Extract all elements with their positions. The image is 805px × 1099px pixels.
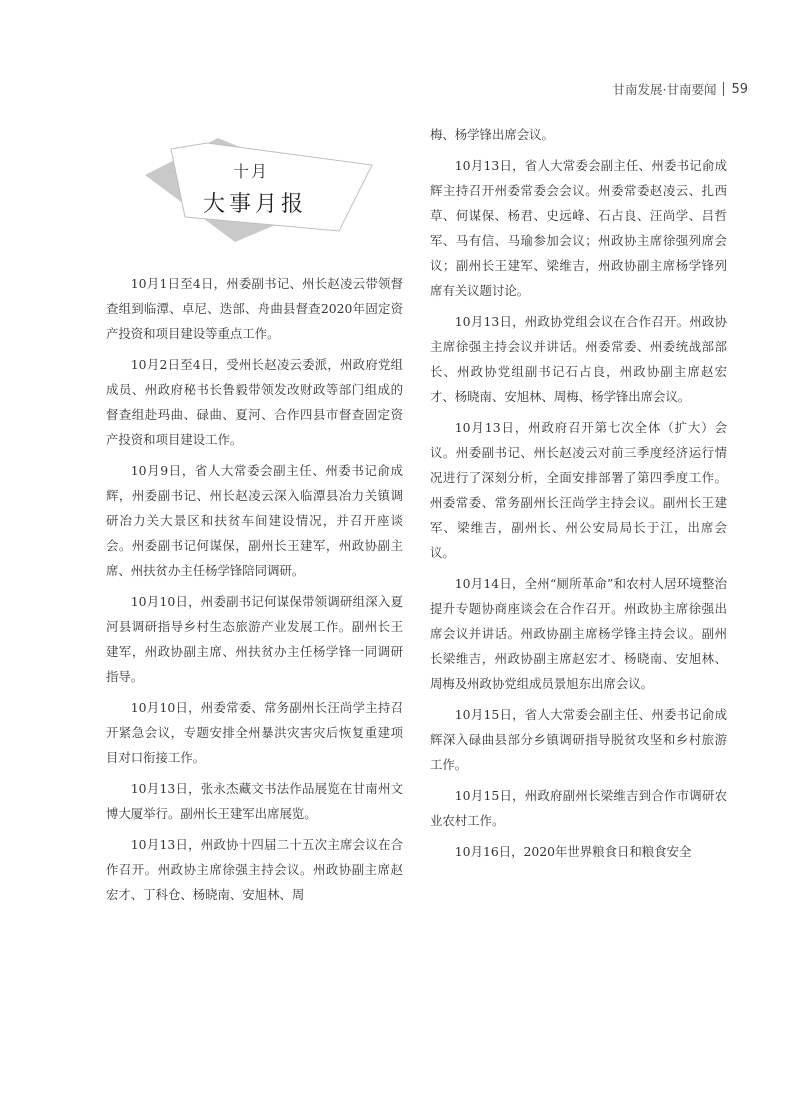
badge-title: 大事月报: [203, 192, 308, 217]
header-divider: [723, 82, 724, 96]
news-paragraph: 10月14日，全州“厕所革命”和农村人居环境整治提升专题协商座谈会在合作召开。州政协主席徐强出席会议并讲话。州政协副主席杨学锋主持会议。副州长梁维吉，州政协副主席赵宏才、杨晓南、安旭林、周梅及州政协党组成员景旭东出席会议。: [430, 576, 727, 691]
news-paragraph: 10月1日至4日，州委副书记、州长赵凌云带领督查组到临潭、卓尼、迭部、舟曲县督查2020年固定资产投资和项目建设等重点工作。: [106, 276, 403, 341]
monthly-report-badge: [133, 135, 383, 250]
news-paragraph: 10月2日至4日，受州长赵凌云委派，州政府党组成员、州政府秘书长鲁毅带领发改财政等部门组成的督查组赴玛曲、碌曲、夏河、合作四县市督查固定资产投资和项目建设工作。: [106, 357, 403, 447]
news-paragraph: 10月13日，省人大常委会副主任、州委书记俞成辉主持召开州委常委会会议。州委常委赵凌云、扎西草、何谋保、杨君、史远峰、石占良、汪尚学、吕哲军、马有信、马瑜参加会议；州政协主席徐强列席会议；副州长王建军、梁维吉，州政协副主席杨学锋列席有关议题讨论。: [430, 158, 727, 298]
news-paragraph: 10月13日，州政协党组会议在合作召开。州政协主席徐强主持会议并讲话。州委常委、州委统战部部长、州政协党组副书记石占良，州政协副主席赵宏才、杨晓南、安旭林、周梅、杨学锋出席会议。: [430, 314, 727, 404]
left-column: [106, 271, 403, 913]
badge-month: 十月: [233, 162, 270, 181]
news-paragraph: 10月9日，省人大常委会副主任、州委书记俞成辉，州委副书记、州长赵凌云深入临潭县冶力关镇调研冶力关大景区和扶贫车间建设情况，并召开座谈会。州委副书记何谋保，副州长王建军，州政协副主席、州扶贫办主任杨学锋陪同调研。: [106, 463, 403, 578]
right-column: [430, 122, 727, 870]
news-paragraph: 10月13日，州政协十四届二十五次主席会议在合作召开。州政协主席徐强主持会议。州政协副主席赵宏才、丁科仓、杨晓南、安旭林、周: [106, 837, 403, 902]
continued-paragraph: 梅、杨学锋出席会议。: [430, 127, 554, 142]
section-title: 甘南发展·甘南要闻: [612, 82, 717, 97]
news-paragraph: 10月10日，州委副书记何谋保带领调研组深入夏河县调研指导乡村生态旅游产业发展工作。副州长王建军，州政协副主席、州扶贫办主任杨学锋一同调研指导。: [106, 594, 403, 684]
news-paragraph: 10月15日，州政府副州长梁维吉到合作市调研农业农村工作。: [430, 788, 727, 828]
running-header: [612, 80, 748, 98]
news-paragraph: 10月16日，2020年世界粮食日和粮食安全: [454, 844, 692, 859]
page-number: 59: [731, 81, 748, 97]
news-paragraph: 10月15日，省人大常委会副主任、州委书记俞成辉深入碌曲县部分乡镇调研指导脱贫攻坚和乡村旅游工作。: [430, 707, 727, 772]
news-paragraph: 10月13日，张永杰藏文书法作品展览在甘南州文博大厦举行。副州长王建军出席展览。: [106, 781, 403, 821]
news-paragraph: 10月13日，州政府召开第七次全体（扩大）会议。州委副书记、州长赵凌云对前三季度经济运行情况进行了深刻分析，全面安排部署了第四季度工作。州委常委、常务副州长汪尚学主持会议。副州长王建军、梁维吉，副州长、州公安局局长于江，出席会议。: [430, 420, 727, 560]
news-paragraph: 10月10日，州委常委、常务副州长汪尚学主持召开紧急会议，专题安排全州暴洪灾害灾后恢复重建项目对口衔接工作。: [106, 700, 403, 765]
